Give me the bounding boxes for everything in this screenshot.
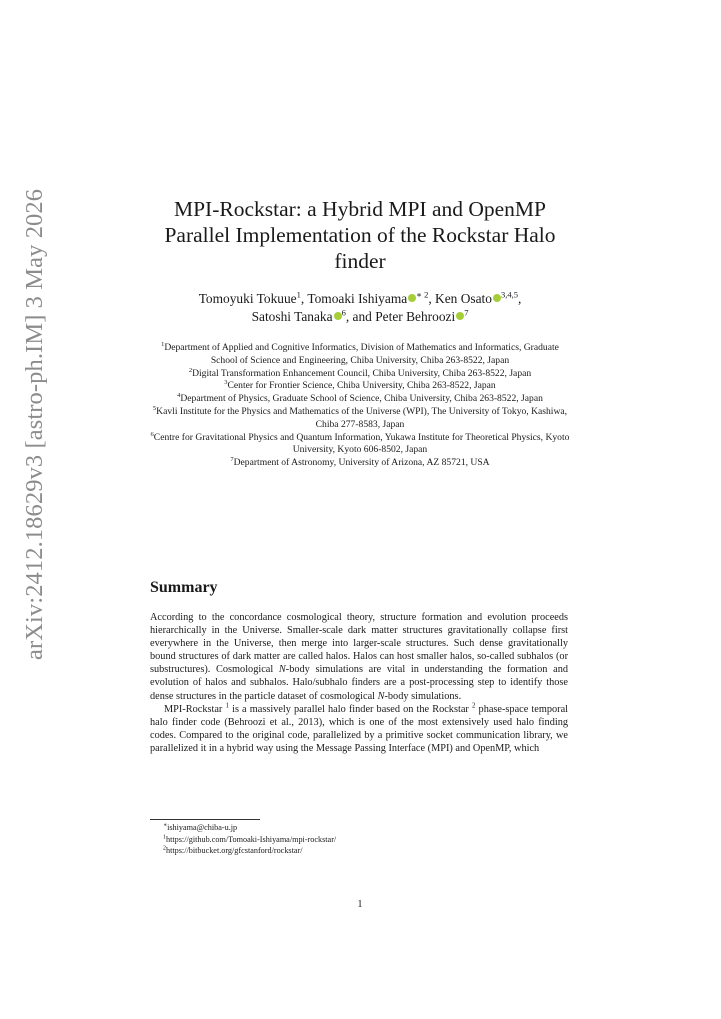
affiliation-item <box>150 393 570 406</box>
summary-text: is a massively parallel halo finder based on the Rockstar <box>228 703 472 715</box>
footnote-mark: 2 <box>163 845 166 852</box>
affiliation-text: Department of Astronomy, University of Arizona, AZ 85721, USA <box>233 457 490 469</box>
summary-text: According to the concordance cosmological theory, structure formation and evolution proceeds hierarchically in the Universe. Smaller-scale dark matter structures gravitationally collapse first everywhere in the Universe, then merge into larger-scale structures. Such dense gravitationally bound structures of dark matter are called halos. Halos can host smaller halos, so-called subhalos (or substructures). Cosmological <box>150 612 568 676</box>
paper-title: MPI-Rockstar: a Hybrid MPI and OpenMP Parallel Implementation of the Rockstar Halo finder <box>164 197 556 273</box>
author-name: Tomoyuki Tokuue <box>198 291 297 306</box>
summary-paragraph <box>150 611 568 703</box>
author-affil-mark: 3,4,5 <box>500 289 518 300</box>
math-symbol: N <box>278 664 286 676</box>
affiliation-text: Kavli Institute for the Physics and Mathematics of the Universe (WPI), The University of Tokyo, Kashiwa, Chiba 277-8583, Japan <box>156 405 568 430</box>
summary-text: phase-space temporal halo finder code (Behroozi et al., 2013), which is one of the most extensively used halo finding codes. Compared to the original code, parallelized by a primitive socket communication library, we parallelized it in a hybrid way using the Message Passing Interface (MPI) and OpenMP, which <box>150 703 568 754</box>
orcid-icon[interactable] <box>334 312 342 320</box>
footnote-list <box>150 822 568 857</box>
footnote-url[interactable]: https://github.com/Tomoaki-Ishiyama/mpi-rockstar/ <box>166 834 337 844</box>
footnote-email[interactable]: ishiyama@chiba-u.jp <box>167 823 238 832</box>
orcid-icon[interactable] <box>493 294 501 302</box>
author-name: Tomoaki Ishiyama <box>307 291 408 306</box>
footnote-item <box>163 834 568 846</box>
affiliation-item <box>150 380 570 393</box>
affiliation-number: 2 <box>188 366 193 374</box>
affiliation-item <box>150 432 570 458</box>
math-symbol: N <box>377 690 385 702</box>
summary-heading: Summary <box>150 579 218 596</box>
footnote-mark: ∗ <box>163 822 168 829</box>
affiliation-number: 4 <box>177 392 181 399</box>
orcid-icon[interactable] <box>408 294 416 302</box>
author-name: Satoshi Tanaka <box>251 309 333 324</box>
affiliation-number: 5 <box>152 404 157 412</box>
footnote-item <box>163 822 568 834</box>
affiliation-number: 6 <box>150 430 154 438</box>
page-number: 1 <box>357 899 363 910</box>
affiliation-number: 3 <box>224 379 228 387</box>
author-affil-mark: ∗ 2 <box>416 289 429 300</box>
affiliation-text: Department of Physics, Graduate School of Science, Chiba University, Chiba 263-8522, Japan <box>180 393 543 405</box>
footnote-divider <box>150 819 260 820</box>
footnote-url[interactable]: https://bitbucket.org/gfcstanford/rockstar/ <box>166 846 303 855</box>
affiliation-item <box>150 406 570 432</box>
summary-body <box>150 611 568 755</box>
footnote-link[interactable]: 2 <box>471 701 476 710</box>
arxiv-identifier: arXiv:2412.18629v3 [astro-ph.IM] 3 May 2026 <box>21 188 48 660</box>
author-affil-mark: 7 <box>464 307 469 318</box>
affiliation-item <box>150 342 570 368</box>
author-list: Tomoyuki Tokuue$^1$, Tomoaki Ishiyama $^{∗ 2}$, Ken Osato $^{3,4,5}$, Satoshi Tanaka $^6$, and Peter Behroozi $^7$ <box>198 289 522 324</box>
affiliation-text: Centre for Gravitational Physics and Quantum Information, Yukawa Institute for Theoretical Physics, Kyoto University, Kyoto 606-8502, Japan <box>153 431 570 456</box>
author-affil-mark: 6 <box>341 307 346 318</box>
footnote-link[interactable]: 1 <box>225 701 229 710</box>
summary-text: MPI-Rockstar <box>164 703 226 715</box>
author-conjunction: and <box>352 309 372 324</box>
summary-paragraph <box>150 703 568 755</box>
affiliation-number: 7 <box>230 455 234 463</box>
orcid-icon[interactable] <box>456 312 464 320</box>
affiliation-list <box>150 342 570 470</box>
author-name: Ken Osato <box>435 291 492 306</box>
affiliation-text: Department of Applied and Cognitive Informatics, Division of Mathematics and Informatics, Graduate School of Science and Engineering, Chiba University, Chiba 263-8522, Japan <box>164 342 559 366</box>
affiliation-item <box>150 368 570 381</box>
footnote-mark: 1 <box>163 833 166 840</box>
author-name: Peter Behroozi <box>375 309 456 324</box>
summary-text: -body simulations are vital in understanding the formation and evolution of halos and subhalos. Halo/subhalo finders are a post-processing step to identify those dense structures in the particle dataset of cosmological <box>150 664 568 702</box>
affiliation-text: Center for Frontier Science, Chiba University, Chiba 263-8522, Japan <box>227 380 496 392</box>
affiliation-text: Digital Transformation Enhancement Council, Chiba University, Chiba 263-8522, Japan <box>192 367 532 379</box>
affiliation-item <box>150 457 570 470</box>
footnote-item <box>163 845 568 857</box>
summary-text: -body simulations. <box>384 690 462 702</box>
affiliation-number: 1 <box>161 340 165 348</box>
author-affil-mark: 1 <box>296 289 301 300</box>
